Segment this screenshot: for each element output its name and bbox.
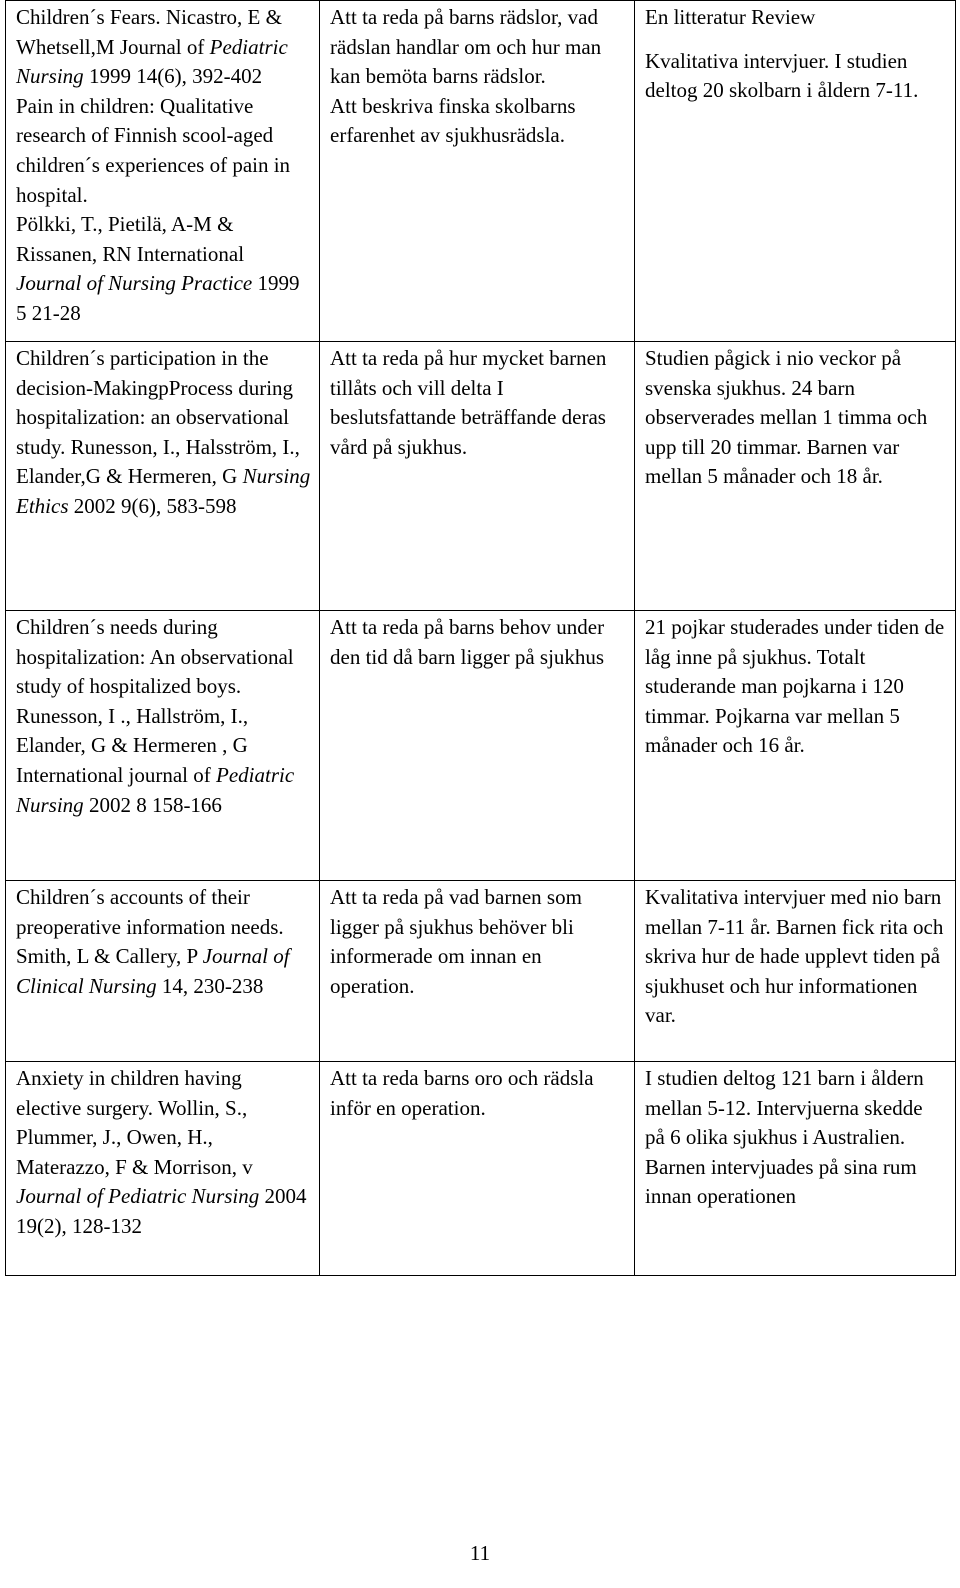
aim-cell <box>320 342 635 611</box>
journal-name: Journal of Nursing Practice <box>16 271 253 296</box>
method-text: En litteratur Review <box>645 5 816 29</box>
article-title: Anxiety in children having elective surgery. <box>16 1066 242 1120</box>
journal-name: Pediatric Nursing <box>16 34 288 89</box>
article-authors: Pölkki, T., Pietilä, A-M & Rissanen, RN <box>16 212 234 266</box>
table-row <box>6 1 956 342</box>
table-row <box>6 1062 956 1276</box>
article-authors: Wollin, S., Plummer, J., Owen, H., Materazzo, F & Morrison, v <box>16 1095 253 1179</box>
aim-cell <box>320 611 635 881</box>
aim-cell <box>320 1062 635 1276</box>
method-cell <box>635 611 956 881</box>
method-cell <box>635 342 956 611</box>
publication-details: 2002 9(6), 583-598 <box>73 493 237 518</box>
aim-text: Att ta reda på barns behov under den tid då barn ligger på sjukhus <box>330 615 605 669</box>
reference-cell <box>6 611 320 881</box>
method-text: Kvalitativa intervjuer. I studien deltog 20 skolbarn i åldern 7-11. <box>645 48 919 103</box>
journal-name: Pediatric Nursing <box>16 762 295 817</box>
table-row <box>6 881 956 1062</box>
aim-text: Att beskriva finska skolbarns erfarenhet av sjukhusrädsla. <box>330 93 576 148</box>
literature-review-table <box>5 0 956 1276</box>
table-row <box>6 342 956 611</box>
article-title: Children´s accounts of their preoperative information needs. <box>16 885 284 939</box>
article-title: Children´s Fears. <box>16 5 161 29</box>
method-cell <box>635 1062 956 1276</box>
journal-name: Journal of Clinical Nursing <box>16 944 290 998</box>
journal-prefix: International journal of <box>16 762 211 787</box>
method-text: I studien deltog 121 barn i åldern mellan 5-12. Intervjuerna skedde på 6 olika sjukhus i Australien. Barnen intervjuades på sina rum innan operationen <box>645 1066 924 1209</box>
method-cell <box>635 881 956 1062</box>
page-number: 11 <box>469 1541 491 1565</box>
article-title: Children´s needs during hospitalization: An observational study of hospitalized boys. <box>16 615 294 699</box>
reference-cell <box>6 342 320 611</box>
method-cell <box>635 1 956 342</box>
aim-text: Att ta reda på barns rädslor, vad rädslan handlar om och hur man kan bemöta barns rädslor. <box>330 5 602 89</box>
journal-prefix: International <box>136 241 245 266</box>
reference-cell <box>6 1 320 342</box>
journal-name: Journal of Pediatric Nursing <box>16 1184 260 1209</box>
table-row <box>6 611 956 881</box>
method-text: Studien pågick i nio veckor på svenska sjukhus. 24 barn observerades mellan 1 timma och upp till 20 timmar. Barnen var mellan 5 månader och 18 år. <box>645 346 928 489</box>
article-authors: Nicastro, E & Whetsell,M <box>16 5 282 59</box>
publication-details: 2002 8 158-166 <box>88 792 222 817</box>
reference-cell <box>6 1062 320 1276</box>
method-text: Kvalitativa intervjuer med nio barn mellan 7-11 år. Barnen fick rita och skriva hur de hade upplevt tiden på sjukhuset och hur informationen var. <box>645 885 944 1028</box>
publication-details: 1999 14(6), 392-402 <box>88 64 263 89</box>
article-title: Children´s participation in the decision-MakingpProcess during hospitalization: an observational study. <box>16 346 294 459</box>
article-authors: Runesson, I ., Hallström, I., Elander, G & Hermeren , G <box>16 703 249 758</box>
publication-details: 1999 5 21-28 <box>16 271 300 325</box>
article-authors: Runesson, I., Halsström, I., Elander,G & Hermeren, G <box>16 434 300 489</box>
publication-details: 14, 230-238 <box>161 973 264 998</box>
reference-cell <box>6 881 320 1062</box>
journal-prefix: Journal of <box>119 34 205 59</box>
aim-text: Att ta reda på vad barnen som ligger på sjukhus behöver bli informerade om innan en operation. <box>330 885 582 998</box>
article-authors: Smith, L & Callery, P <box>16 944 198 969</box>
aim-cell <box>320 881 635 1062</box>
method-text: 21 pojkar studerades under tiden de låg inne på sjukhus. Totalt studerande man pojkarna i 120 timmar. Pojkarna var mellan 5 månader och 16 år. <box>645 615 945 758</box>
publication-details: 2004 19(2), 128-132 <box>16 1184 307 1238</box>
article-title: Pain in children: Qualitative research of Finnish scool-aged children´s experiences of pain in hospital. <box>16 93 291 207</box>
journal-name: Nursing Ethics <box>16 464 311 518</box>
aim-text: Att ta reda på hur mycket barnen tillåts och vill delta I beslutsfattande beträffande deras vård på sjukhus. <box>330 346 607 459</box>
aim-cell <box>320 1 635 342</box>
aim-text: Att ta reda barns oro och rädsla inför en operation. <box>330 1066 594 1120</box>
